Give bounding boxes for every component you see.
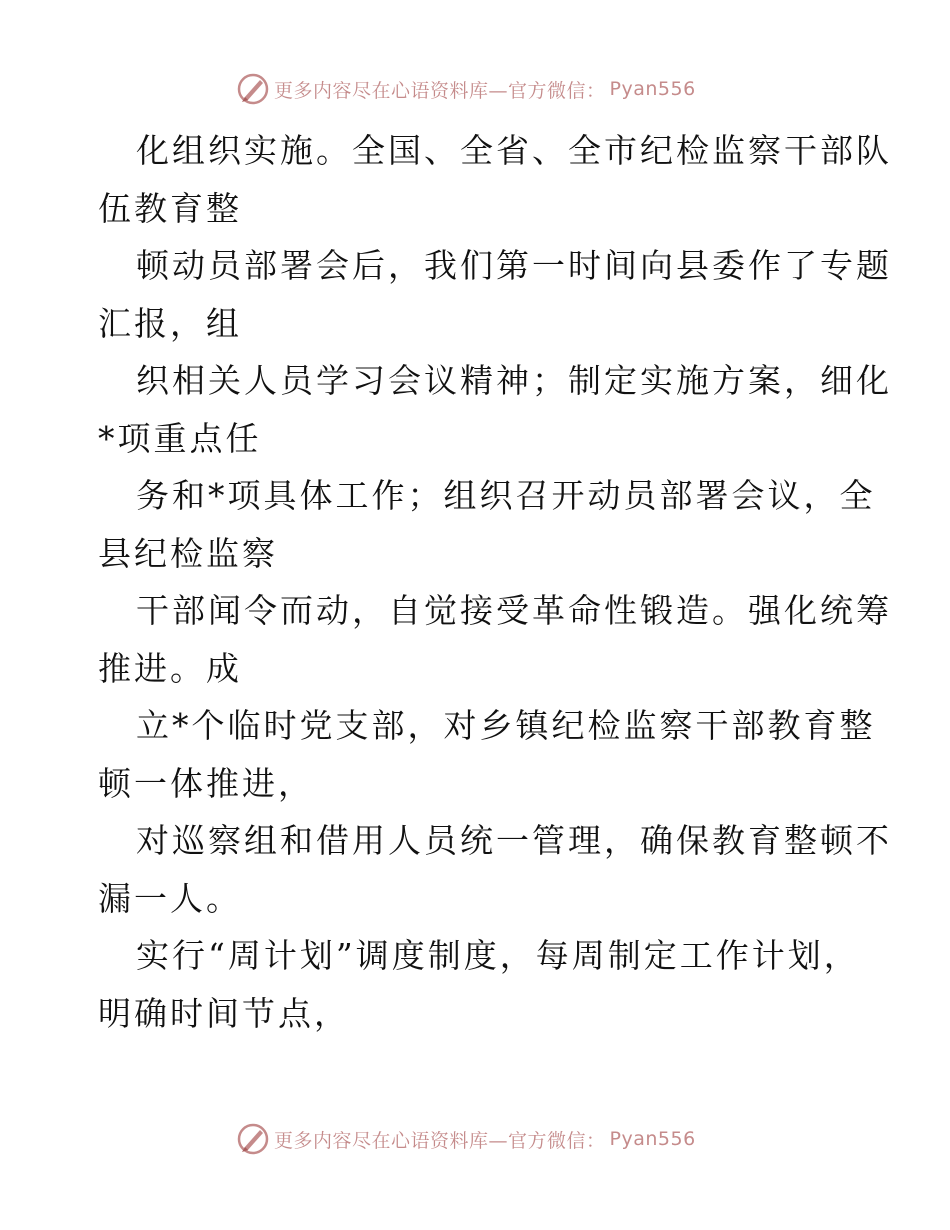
- paragraph-line: 化组织实施。全国、全省、全市纪检监察干部队: [136, 131, 892, 170]
- pen-logo-icon: [236, 1122, 270, 1156]
- paragraph-line: 顿动员部署会后，我们第一时间向县委作了专题: [136, 246, 892, 285]
- paragraph-line: 务和*项具体工作；组织召开动员部署会议，全: [136, 476, 876, 515]
- pen-logo-icon: [236, 72, 270, 106]
- watermark-text: 更多内容尽在心语资料库—官方微信：: [274, 1129, 606, 1152]
- paragraph-line: 明确时间节点，: [98, 993, 350, 1033]
- paragraph-line: 实行“周计划”调度制度，每周制定工作计划，: [136, 936, 860, 975]
- watermark-wechat-id: Pyan556: [609, 1128, 696, 1150]
- document-body: [98, 122, 892, 1042]
- paragraph-line: 县纪检监察: [98, 533, 278, 573]
- watermark-text: 更多内容尽在心语资料库—官方微信：: [274, 79, 606, 102]
- paragraph-line: 立*个临时党支部，对乡镇纪检监察干部教育整: [136, 706, 876, 745]
- paragraph-line: *项重点任: [98, 418, 262, 458]
- watermark-wechat-id: Pyan556: [609, 78, 696, 100]
- paragraph-line: 织相关人员学习会议精神；制定实施方案，细化: [136, 361, 892, 400]
- paragraph-line: 干部闻令而动，自觉接受革命性锻造。强化统筹: [136, 591, 892, 630]
- paragraph-line: 顿一体推进，: [98, 763, 314, 803]
- footer-watermark: [236, 1122, 696, 1156]
- paragraph-line: 汇报，组: [98, 303, 242, 343]
- header-watermark: [236, 72, 696, 106]
- paragraph-line: 漏一人。: [98, 878, 242, 918]
- paragraph-line: 推进。成: [98, 648, 242, 688]
- paragraph-line: 伍教育整: [98, 188, 242, 228]
- paragraph-line: 对巡察组和借用人员统一管理，确保教育整顿不: [136, 821, 892, 860]
